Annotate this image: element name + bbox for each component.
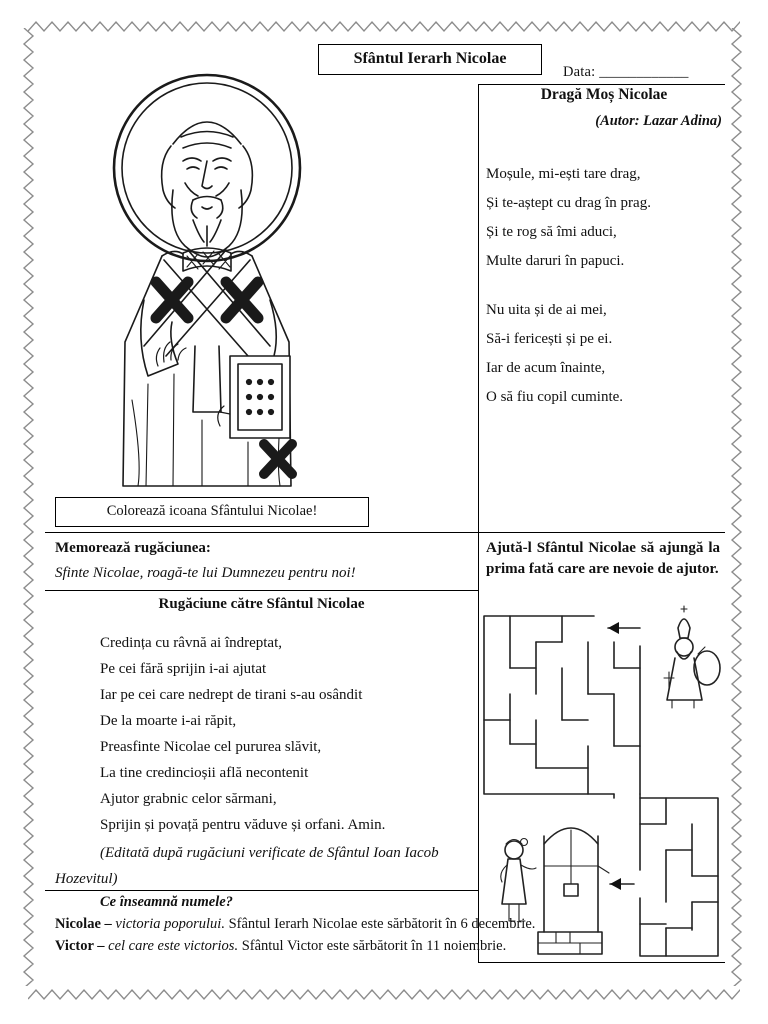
coloring-caption-box xyxy=(55,497,369,527)
maze-upper xyxy=(484,616,640,798)
poem-stanza-1 xyxy=(486,160,722,276)
saint-nicholas-coloring-image xyxy=(52,40,362,500)
border-zigzag-right xyxy=(730,28,744,986)
prayer-line: De la moarte i-ai răpit, xyxy=(100,713,237,729)
poem-line: Iar de acum înainte, xyxy=(486,360,606,376)
memorize-block xyxy=(55,540,475,582)
poem-line: Și te rog să îmi aduci, xyxy=(486,224,617,240)
nicolae-rest: Sfântul Ierarh Nicolae este sărbătorit în 6 decembrie. xyxy=(228,916,536,932)
saint-face xyxy=(162,122,253,257)
column-divider xyxy=(478,84,479,962)
nicolae-meaning-line xyxy=(55,915,661,933)
victor-meaning-line xyxy=(55,937,661,955)
prayer-line: Sprijin și povață pentru văduve și orfani. Amin. xyxy=(100,817,386,833)
poem-line: Moșule, mi-ești tare drag, xyxy=(486,166,641,182)
names-title: Ce înseamnă numele? xyxy=(100,894,233,910)
names-section xyxy=(55,894,661,955)
prayer-line: Ajutor grabnic celor sărmani, xyxy=(100,791,277,807)
prayer-line: Credința cu râvnă ai îndreptat, xyxy=(100,635,283,651)
victor-meaning: cel care este victorios. xyxy=(108,938,239,954)
prayer-line: Iar pe cei care nedrept de tirani s-au osândit xyxy=(100,687,363,703)
date-blank: Data: ____________ xyxy=(563,64,689,80)
prayer-text xyxy=(100,630,476,838)
border-zigzag-bottom xyxy=(28,988,740,1002)
poem-line: O să fiu copil cuminte. xyxy=(486,389,624,405)
page-title: Sfântul Ierarh Nicolae xyxy=(353,50,507,67)
nicolae-meaning: victoria poporului. xyxy=(115,916,225,932)
prayer-source: (Editată după rugăciuni verificate de Sfântul Ioan Iacob Hozevitul) xyxy=(55,845,439,887)
prayer-line: La tine credincioșii află necontenit xyxy=(100,765,309,781)
arrow-left-icon xyxy=(610,878,634,890)
gospel-book xyxy=(218,356,290,438)
poem-author: (Autor: Lazar Adina) xyxy=(595,113,722,129)
poem-section xyxy=(486,86,722,412)
poem-line: Multe daruri în papuci. xyxy=(486,253,625,269)
memorize-text: Sfinte Nicolae, roagă-te lui Dumnezeu pentru noi! xyxy=(55,565,356,581)
poem-line: Nu uita și de ai mei, xyxy=(486,302,607,318)
border-zigzag-left xyxy=(22,28,36,986)
poem-line: Să-i fericești și pe ei. xyxy=(486,331,613,347)
prayer-title: Rugăciune către Sfântul Nicolae xyxy=(158,596,365,612)
poem-title: Dragă Moș Nicolae xyxy=(540,86,668,103)
prayer-line: Preasfinte Nicolae cel pururea slăvit, xyxy=(100,739,322,755)
victor-name: Victor – xyxy=(55,938,105,954)
nicolae-name: Nicolae – xyxy=(55,916,112,932)
poem-stanza-2 xyxy=(486,296,722,412)
victor-rest: Sfântul Victor este sărbătorit în 11 noiembrie. xyxy=(241,938,507,954)
saint-nicholas-figure-icon xyxy=(664,606,720,708)
mid-section-rule xyxy=(45,532,725,533)
memorize-label: Memorează rugăciunea: xyxy=(55,540,211,556)
maze-instruction: Ajută-l Sfântul Nicolae să ajungă la prima fată care are nevoie de ajutor. xyxy=(486,540,720,577)
arrow-left-icon xyxy=(608,622,640,634)
poem-box-top-rule xyxy=(478,84,725,85)
prayer-line: Pe cei fără sprijin i-ai ajutat xyxy=(100,661,267,677)
border-zigzag-top xyxy=(28,20,740,34)
poem-line: Și te-aștept cu drag în prag. xyxy=(486,195,651,211)
memorize-rule xyxy=(45,590,478,591)
coloring-caption: Colorează icoana Sfântului Nicolae! xyxy=(106,503,318,519)
